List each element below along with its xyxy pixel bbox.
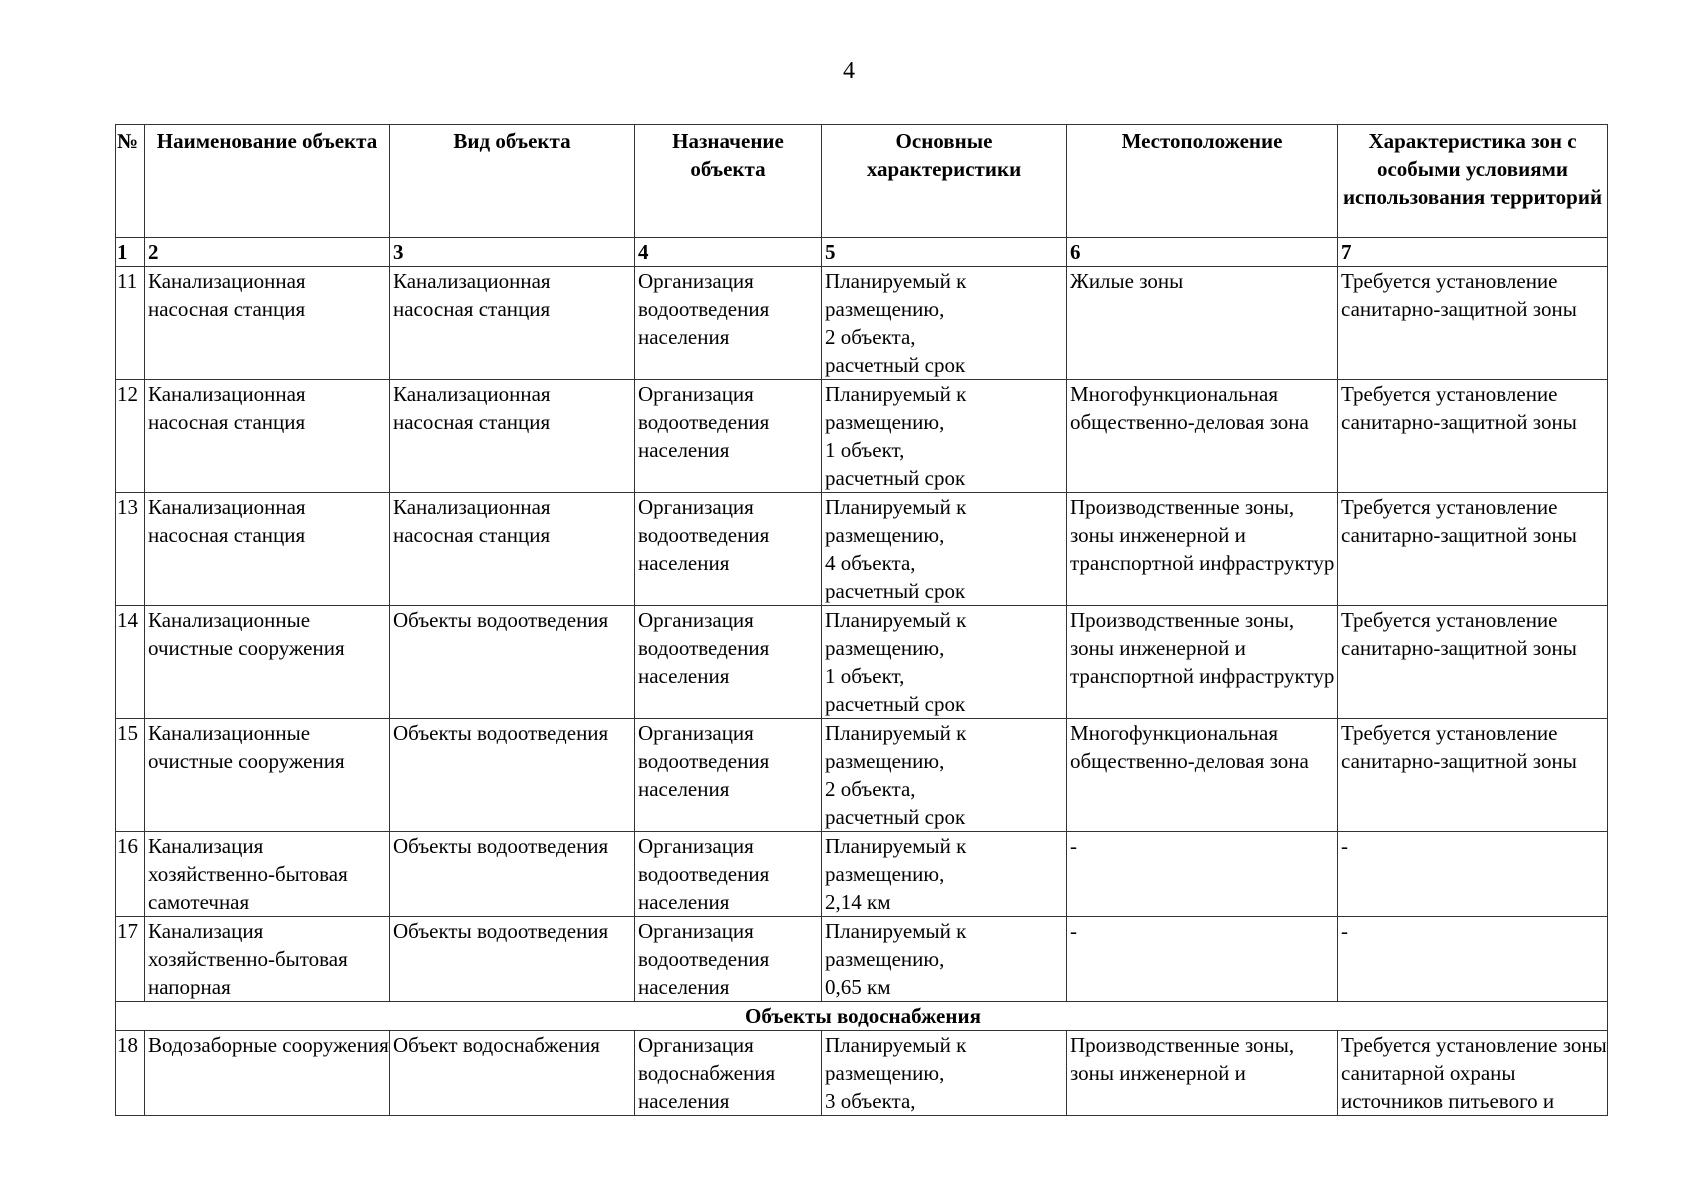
- table-row: [116, 917, 1608, 1002]
- column-numbers-row: [116, 238, 1608, 267]
- cell-purpose: Организация водоотведения населения: [635, 380, 822, 493]
- cell-zones: Требуется установление санитарно-защитной зоны: [1338, 493, 1608, 606]
- header-type: Вид объекта: [390, 125, 635, 238]
- cell-purpose: Организация водоснабжения населения: [635, 1031, 822, 1116]
- cell-zones: Требуется установление санитарно-защитной зоны: [1338, 267, 1608, 380]
- cell-number: 17: [116, 917, 145, 1002]
- cell-characteristics: Планируемый к размещению, 2 объекта, расчетный срок: [822, 719, 1067, 832]
- cell-name: Канализационные очистные сооружения: [145, 719, 390, 832]
- cell-name: Канализация хозяйственно-бытовая самотечная: [145, 832, 390, 917]
- cell-type: Канализационная насосная станция: [390, 493, 635, 606]
- cell-name: Канализационные очистные сооружения: [145, 606, 390, 719]
- cell-purpose: Организация водоотведения населения: [635, 493, 822, 606]
- cell-number: 18: [116, 1031, 145, 1116]
- cell-type: Канализационная насосная станция: [390, 267, 635, 380]
- cell-name: Канализация хозяйственно-бытовая напорная: [145, 917, 390, 1002]
- table-body: [116, 238, 1608, 1116]
- cell-characteristics: Планируемый к размещению, 0,65 км: [822, 917, 1067, 1002]
- column-number: 4: [635, 238, 822, 267]
- cell-type: Объекты водоотведения: [390, 917, 635, 1002]
- cell-number: 13: [116, 493, 145, 606]
- header-number: №: [116, 125, 145, 238]
- cell-type: Объекты водоотведения: [390, 832, 635, 917]
- cell-characteristics: Планируемый к размещению, 1 объект, расчетный срок: [822, 380, 1067, 493]
- objects-table: [115, 124, 1608, 1116]
- cell-type: Объекты водоотведения: [390, 606, 635, 719]
- table-header: [116, 125, 1608, 238]
- table-row: [116, 719, 1608, 832]
- column-number: 2: [145, 238, 390, 267]
- column-number: 6: [1067, 238, 1338, 267]
- cell-type: Объекты водоотведения: [390, 719, 635, 832]
- cell-number: 16: [116, 832, 145, 917]
- column-number: 7: [1338, 238, 1608, 267]
- column-number: 3: [390, 238, 635, 267]
- table-row: [116, 267, 1608, 380]
- cell-characteristics: Планируемый к размещению, 2 объекта, расчетный срок: [822, 267, 1067, 380]
- cell-purpose: Организация водоотведения населения: [635, 917, 822, 1002]
- header-purpose: Назначение объекта: [635, 125, 822, 238]
- cell-characteristics: Планируемый к размещению, 4 объекта, расчетный срок: [822, 493, 1067, 606]
- table-row: [116, 832, 1608, 917]
- header-location: Местоположение: [1067, 125, 1338, 238]
- section-title: Объекты водоснабжения: [116, 1002, 1608, 1031]
- cell-zones: Требуется установление санитарно-защитной зоны: [1338, 719, 1608, 832]
- cell-location: Многофункциональная общественно-деловая зона: [1067, 719, 1338, 832]
- header-name: Наименование объекта: [145, 125, 390, 238]
- cell-name: Канализационная насосная станция: [145, 267, 390, 380]
- cell-number: 12: [116, 380, 145, 493]
- column-number: 5: [822, 238, 1067, 267]
- cell-zones: -: [1338, 917, 1608, 1002]
- cell-number: 14: [116, 606, 145, 719]
- cell-location: Многофункциональная общественно-деловая зона: [1067, 380, 1338, 493]
- cell-number: 11: [116, 267, 145, 380]
- cell-zones: Требуется установление санитарно-защитной зоны: [1338, 606, 1608, 719]
- page-number: 4: [843, 58, 855, 84]
- cell-purpose: Организация водоотведения населения: [635, 719, 822, 832]
- cell-characteristics: Планируемый к размещению, 1 объект, расчетный срок: [822, 606, 1067, 719]
- cell-name: Канализационная насосная станция: [145, 493, 390, 606]
- cell-location: Жилые зоны: [1067, 267, 1338, 380]
- header-characteristics: Основные характеристики: [822, 125, 1067, 238]
- cell-type: Объект водоснабжения: [390, 1031, 635, 1116]
- cell-characteristics: Планируемый к размещению, 2,14 км: [822, 832, 1067, 917]
- table-row: [116, 1031, 1608, 1116]
- cell-characteristics: Планируемый к размещению, 3 объекта,: [822, 1031, 1067, 1116]
- cell-location: Производственные зоны, зоны инженерной и транспортной инфраструктур: [1067, 606, 1338, 719]
- cell-location: -: [1067, 917, 1338, 1002]
- column-number: 1: [116, 238, 145, 267]
- cell-name: Канализационная насосная станция: [145, 380, 390, 493]
- cell-purpose: Организация водоотведения населения: [635, 832, 822, 917]
- header-zones: Характеристика зон с особыми условиями использования территорий: [1338, 125, 1608, 238]
- cell-location: Производственные зоны, зоны инженерной и транспортной инфраструктур: [1067, 493, 1338, 606]
- cell-zones: Требуется установление зоны санитарной охраны источников питьевого и: [1338, 1031, 1608, 1116]
- cell-purpose: Организация водоотведения населения: [635, 267, 822, 380]
- table-row: [116, 606, 1608, 719]
- section-row: [116, 1002, 1608, 1031]
- cell-location: Производственные зоны, зоны инженерной и: [1067, 1031, 1338, 1116]
- cell-zones: -: [1338, 832, 1608, 917]
- cell-type: Канализационная насосная станция: [390, 380, 635, 493]
- table-row: [116, 493, 1608, 606]
- table-row: [116, 380, 1608, 493]
- cell-location: -: [1067, 832, 1338, 917]
- cell-name: Водозаборные сооружения: [145, 1031, 390, 1116]
- cell-purpose: Организация водоотведения населения: [635, 606, 822, 719]
- cell-zones: Требуется установление санитарно-защитной зоны: [1338, 380, 1608, 493]
- cell-number: 15: [116, 719, 145, 832]
